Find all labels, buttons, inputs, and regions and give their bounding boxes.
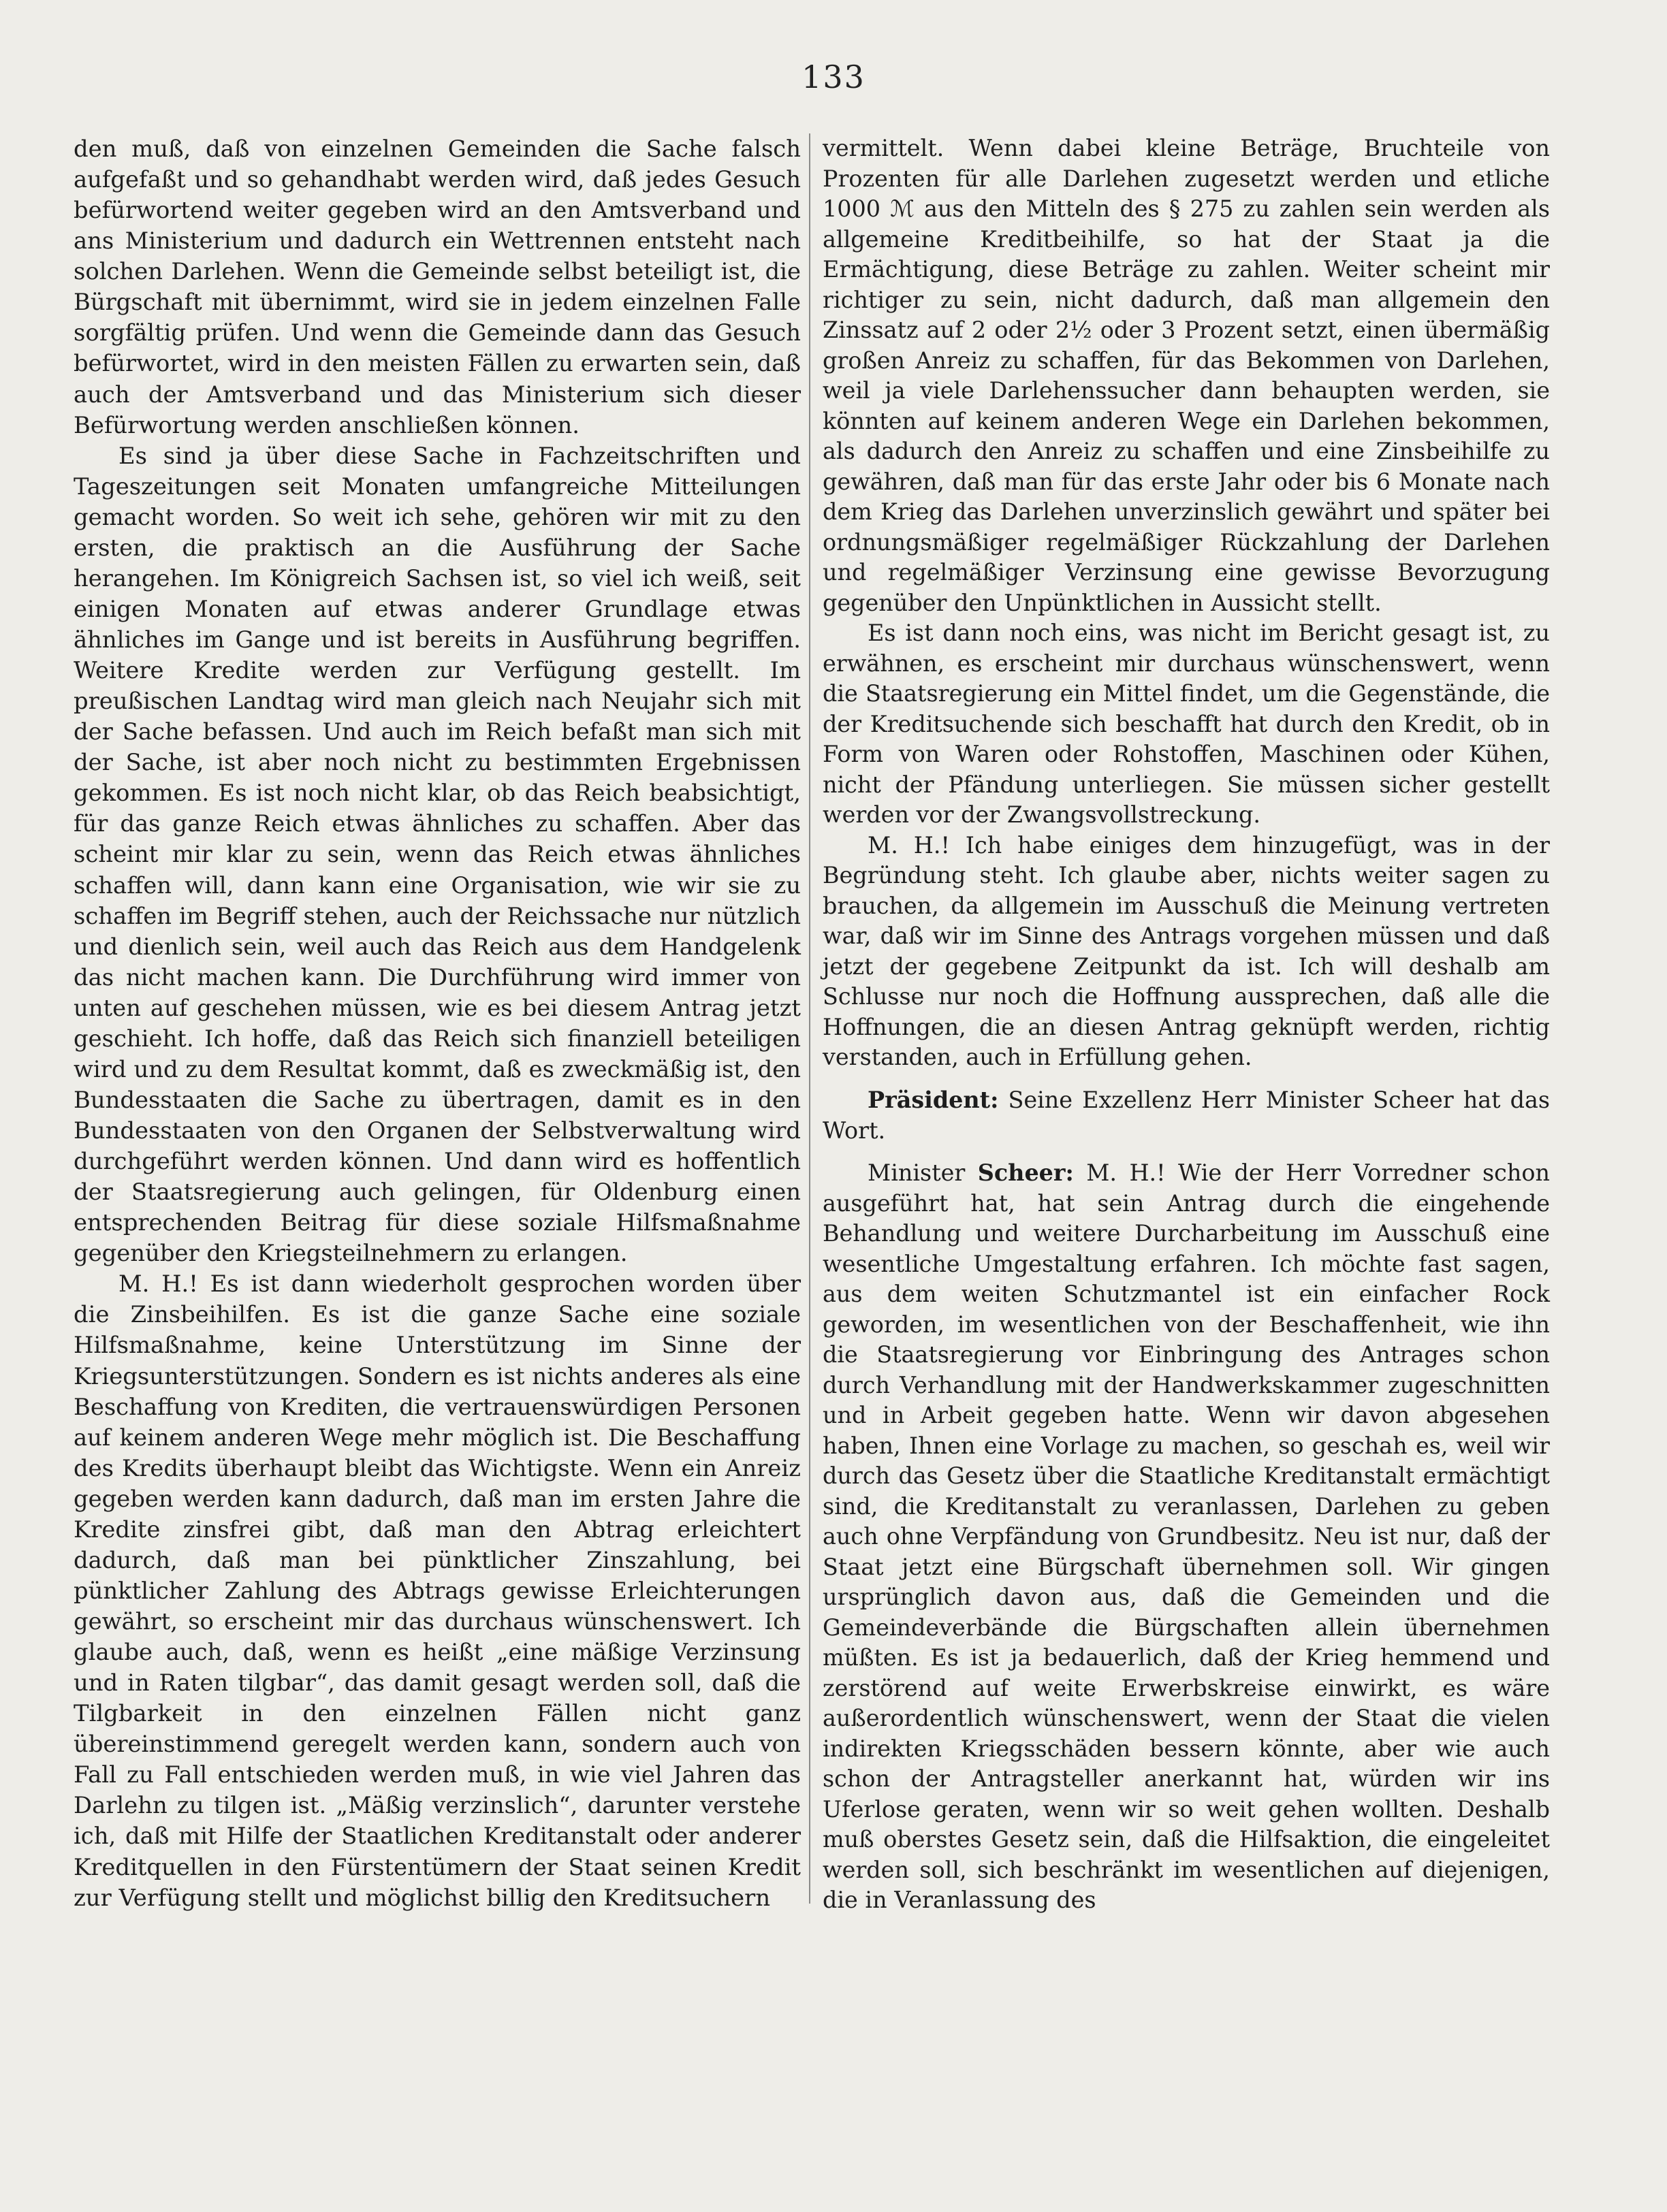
paragraph: M. H.! Es ist dann wiederholt gesprochen worden über die Zinsbeihilfen. Es ist die ganze Sache eine soziale Hilfsmaßnahme, keine Unterstützung im Sinne der Kriegsunterstützungen. Sondern es ist nichts anderes als eine Beschaffung von Krediten, die vertrauenswürdigen Personen auf keinem anderen Wege mehr möglich ist. Die Beschaffung des Kredits überhaupt bleibt das Wichtigste. Wenn ein Anreiz gegeben werden kann dadurch, daß man im ersten Jahre die Kredite zinsfrei gibt, daß man den Abtrag erleichtert dadurch, daß man bei pünktlicher Zinszahlung, bei pünktlicher Zahlung des Abtrags gewisse Erleichterungen gewährt, so erscheint mir das durchaus wünschenswert. Ich glaube auch, daß, wenn es heißt „eine mäßige Verzinsung und in Raten tilgbar“, das damit gesagt werden soll, daß die Tilgbarkeit in den einzelnen Fällen nicht ganz übereinstimmend geregelt werden kann, sondern auch von Fall zu Fall entschieden werden muß, in wie viel Jahren das Darlehn zu tilgen ist. „Mäßig verzinslich“, darunter verstehe ich, daß mit Hilfe der Staatlichen Kreditanstalt oder anderer Kreditquellen in den Fürstentümern der Staat seinen Kredit zur Verfügung stellt und möglichst billig den Kreditsuchern [74, 1270, 801, 1911]
paragraph: Es ist dann noch eins, was nicht im Bericht gesagt ist, zu erwähnen, es erscheint mir durchaus wünschenswert, wenn die Staatsregierung ein Mittel findet, um die Gegenstände, die der Kreditsuchende sich beschafft hat durch den Kredit, ob in Form von Waren oder Rohstoffen, Maschinen oder Kühen, nicht der Pfändung unterliegen. Sie müssen sicher gestellt werden vor der Zwangsvollstreckung. [823, 620, 1550, 829]
paragraph: vermittelt. Wenn dabei kleine Beträge, Bruchteile von Prozenten für alle Darlehen zugesetzt werden und etliche 1000 ℳ aus den Mitteln des § 275 zu zahlen sein werden als allgemeine Kreditbeihilfe, so hat der Staat ja die Ermächtigung, diese Beträge zu zahlen. Weiter scheint mir richtiger zu sein, nicht dadurch, daß man allgemein den Zinssatz auf 2 oder 2½ oder 3 Prozent setzt, einen übermäßig großen Anreiz zu schaffen, für das Bekommen von Darlehen, weil ja viele Darlehenssucher dann behaupten werden, sie könnten auf keinem anderen Wege ein Darlehen bekommen, als dadurch den Anreiz zu schaffen und eine Zinsbeihilfe zu gewähren, daß man für das erste Jahr oder bis 6 Monate nach dem Krieg das Darlehen unverzinslich gewährt und später bei ordnungsmäßiger regelmäßiger Rückzahlung der Darlehen und regelmäßiger Verzinsung eine gewisse Bevorzugung gegenüber den Unpünktlichen in Aussicht stellt. [823, 135, 1550, 616]
speaker-paragraph-president [823, 1085, 1550, 1146]
page-number: 133 [801, 59, 866, 95]
speaker-label: Scheer: [977, 1159, 1074, 1187]
speaker-paragraph-minister [823, 1158, 1550, 1916]
speaker-prefix: Minister [868, 1159, 978, 1187]
left-column [74, 133, 801, 1913]
right-column [823, 133, 1550, 1916]
speaker-label: Präsident: [868, 1086, 999, 1113]
paragraph: den muß, daß von einzelnen Gemeinden die Sache falsch aufgefaßt und so gehandhabt werden wird, daß jedes Gesuch befürwortend weiter gegeben wird an den Amtsverband und ans Ministerium und dadurch ein Wettrennen entsteht nach solchen Darlehen. Wenn die Gemeinde selbst beteiligt ist, die Bürgschaft mit übernimmt, wird sie in jedem einzelnen Falle sorgfältig prüfen. Und wenn die Gemeinde dann das Gesuch befürwortet, wird in den meisten Fällen zu erwarten sein, daß auch der Amtsverband und das Ministerium sich dieser Befürwortung werden anschließen können. [74, 135, 801, 438]
paragraph: M. H.! Ich habe einiges dem hinzugefügt, was in der Begründung steht. Ich glaube aber, nichts weiter sagen zu brauchen, da allgemein im Ausschuß die Meinung vertreten war, daß wir im Sinne des Antrags vorgehen müssen und daß jetzt der gegebene Zeitpunkt da ist. Ich will deshalb am Schlusse nur noch die Hoffnung aussprechen, daß alle die Hoffnungen, die an diesen Antrag geknüpft werden, richtig verstanden, auch in Erfüllung gehen. [823, 831, 1550, 1071]
column-divider [809, 133, 810, 1904]
speech-text: Seine Exzellenz Herr Minister Scheer hat das Wort. [823, 1086, 1550, 1144]
speech-text: M. H.! Wie der Herr Vorredner schon ausgeführt hat, hat sein Antrag durch die eingehende Behandlung und weitere Durcharbeitung im Ausschuß eine wesentliche Umgestaltung erfahren. Ich möchte fast sagen, aus dem weiten Schutzmantel ist ein einfacher Rock geworden, im wesentlichen von der Beschaffenheit, wie ihn die Staatsregierung vor Einbringung des Antrages schon durch Verhandlung mit der Handwerkskammer zugeschnitten und in Arbeit gegeben hatte. Wenn wir davon abgesehen haben, Ihnen eine Vorlage zu machen, so geschah es, weil wir durch das Gesetz über die Staatliche Kreditanstalt ermächtigt sind, die Kreditanstalt zu veranlassen, Darlehen zu geben auch ohne Verpfändung von Grundbesitz. Neu ist nur, daß der Staat jetzt eine Bürgschaft übernehmen soll. Wir gingen ursprünglich davon aus, daß die Gemeinden und die Gemeindeverbände die Bürgschaften allein übernehmen müßten. Es ist ja bedauerlich, daß der Krieg hemmend und zerstörend auf weite Erwerbskreise einwirkt, es wäre außerordentlich wünschenswert, wenn der Staat die vielen indirekten Kriegsschäden bessern könnte, aber wie auch schon der Antragsteller anerkannt hat, würden wir ins Uferlose geraten, wenn wir so weit gehen wollten. Deshalb muß oberstes Gesetz sein, daß die Hilfsaktion, die eingeleitet werden soll, sich beschränkt im wesentlichen auf diejenigen, die in Veranlassung des [823, 1159, 1550, 1914]
paragraph: Es sind ja über diese Sache in Fachzeitschriften und Tageszeitungen seit Monaten umfangreiche Mitteilungen gemacht worden. So weit ich sehe, gehören wir mit zu den ersten, die praktisch an die Ausführung der Sache herangehen. Im Königreich Sachsen ist, so viel ich weiß, seit einigen Monaten auf etwas anderer Grundlage etwas ähnliches im Gange und ist bereits in Ausführung begriffen. Weitere Kredite werden zur Verfügung gestellt. Im preußischen Landtag wird man gleich nach Neujahr sich mit der Sache befassen. Und auch im Reich befaßt man sich mit der Sache, ist aber noch nicht zu bestimmten Ergebnissen gekommen. Es ist noch nicht klar, ob das Reich beabsichtigt, für das ganze Reich etwas ähnliches zu schaffen. Aber das scheint mir klar zu sein, wenn das Reich etwas ähnliches schaffen will, dann kann eine Organisation, wie wir sie zu schaffen im Begriff stehen, auch der Reichssache nur nützlich und dienlich sein, weil auch das Reich aus dem Handgelenk das nicht machen kann. Die Durchführung wird immer von unten auf geschehen müssen, wie es bei diesem Antrag jetzt geschieht. Ich hoffe, daß das Reich sich finanziell beteiligen wird und zu dem Resultat kommt, daß es zweckmäßig ist, den Bundesstaaten die Sache zu übertragen, damit es in den Bundesstaaten von den Organen der Selbstverwaltung wird durchgeführt werden können. Und dann wird es hoffentlich der Staatsregierung auch gelingen, für Oldenburg einen entsprechenden Beitrag für diese soziale Hilfsmaßnahme gegenüber den Kriegsteilnehmern zu erlangen. [74, 442, 801, 1267]
